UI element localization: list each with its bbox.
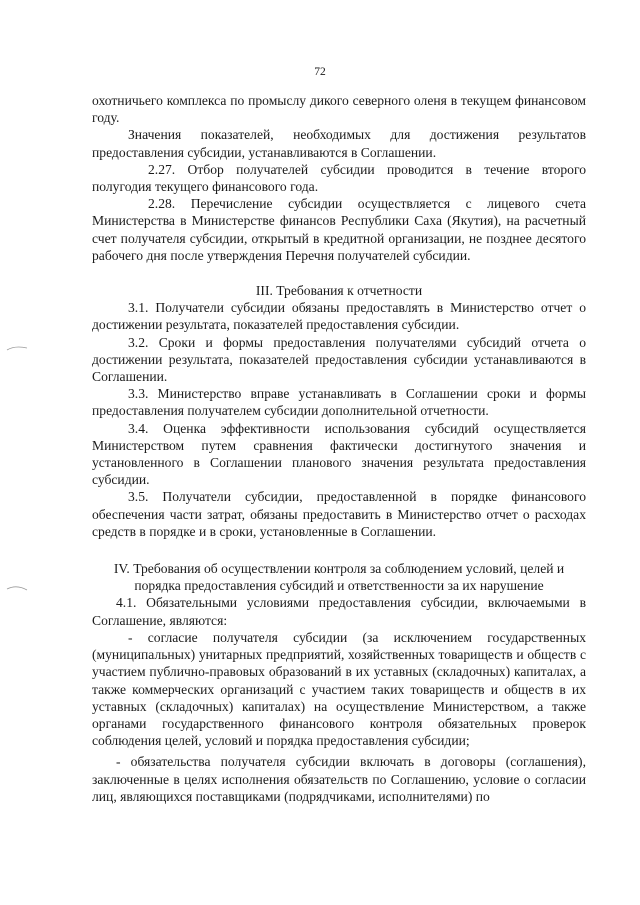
margin-mark-top (6, 344, 28, 352)
document-body (92, 92, 586, 805)
margin-mark-bottom (6, 584, 28, 592)
paragraph: 3.4. Оценка эффективности использования субсидий осуществляется Министерством путем сравнения фактически достигнутого значения и установленного в Соглашении планового значения результата предоставления субсидии. (92, 420, 586, 488)
spacer (92, 264, 586, 282)
paragraph: охотничьего комплекса по промыслу дикого северного оленя в текущем финансовом году. (92, 93, 586, 126)
paragraph: 2.28. Перечисление субсидии осуществляется с лицевого счета Министерства в Министерстве финансов Республики Саха (Якутия), на расчетный счет получателя субсидии, открытый в кредитной организации, не позднее десятого рабочего дня после утверждения Перечня получателей субсидии. (92, 196, 586, 263)
spacer (92, 540, 586, 560)
paragraph: Значения показателей, необходимых для достижения результатов предоставления субсидии, устанавливаются в Соглашении. (92, 127, 586, 160)
paragraph: - обязательства получателя субсидии включать в договоры (соглашения), заключенные в целях исполнения обязательств по Соглашению, условие о согласии лиц, являющихся поставщиками (подрядчиками, исполнителями) по (92, 754, 586, 804)
paragraph: 2.27. Отбор получателей субсидии проводится в течение второго полугодия текущего финансового года. (92, 161, 586, 195)
paragraph: 4.1. Обязательными условиями предоставления субсидии, включаемыми в Соглашение, являются: (92, 595, 586, 628)
paragraph: 3.3. Министерство вправе устанавливать в Соглашении сроки и формы предоставления получателем субсидии дополнительной отчетности. (92, 386, 586, 419)
paragraph: 3.1. Получатели субсидии обязаны предоставлять в Министерство отчет о достижении результата, показателей предоставления субсидии. (92, 300, 586, 333)
paragraph: 3.5. Получатели субсидии, предоставленной в порядке финансового обеспечения части затрат, обязаны предоставить в Министерство отчет о расходах средств в порядке и в сроки, установленные в Соглашении. (92, 489, 586, 539)
paragraph: 3.2. Сроки и формы предоставления получателями субсидий отчета о достижении результата, показателей предоставления субсидии устанавливаются в Соглашении. (92, 334, 586, 385)
paragraph: - согласие получателя субсидии (за исключением государственных (муниципальных) унитарных предприятий, хозяйственных товариществ и обществ с участием публично-правовых образований в их уставных (складочных) капиталах, а также коммерческих организаций с участием таких товариществ и обществ в их уставных (складочных) капиталах) на осуществление Министерством, а также органами государственного финансового контроля обязательных проверок соблюдения целей, условий и порядка предоставления субсидии; (92, 629, 586, 749)
section-heading: III. Требования к отчетности (255, 283, 423, 299)
page-number: 72 (314, 66, 326, 78)
section-heading: IV. Требования об осуществлении контроля за соблюдением условий, целей и порядка предоставления субсидий и ответственности за их нарушение (113, 561, 565, 594)
